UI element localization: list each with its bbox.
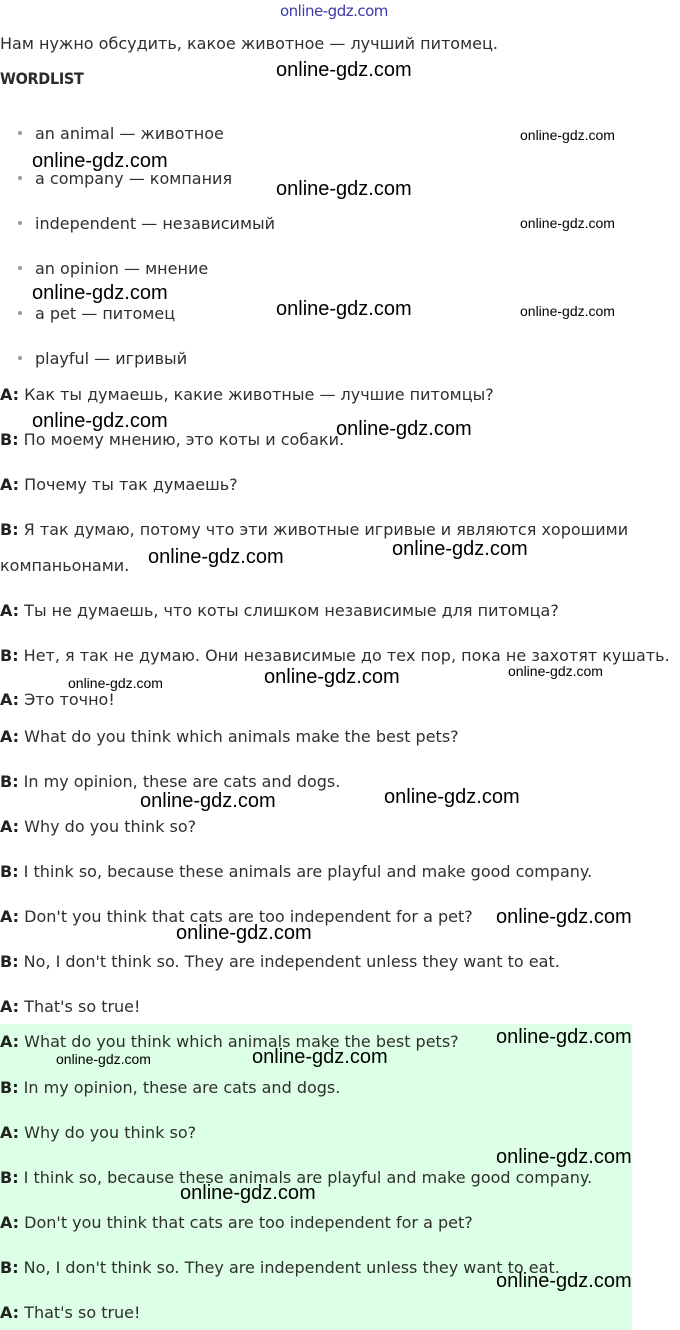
watermark: online-gdz.com <box>496 1146 632 1168</box>
dialogue-line: A: Don't you think that cats are too independent for a pet? <box>0 907 473 926</box>
dialogue-line-continuation: компаньонами. <box>0 556 130 575</box>
watermark: online-gdz.com <box>496 1026 632 1048</box>
wordlist-item: independent — независимый <box>18 214 275 233</box>
wordlist-item: a company — компания <box>18 169 232 188</box>
wordlist-heading: WORDLIST <box>0 69 84 88</box>
dialogue-line: B: In my opinion, these are cats and dogs. <box>0 772 341 791</box>
watermark: online-gdz.com <box>32 150 168 172</box>
watermark: online-gdz.com <box>276 298 412 320</box>
dialogue-line: A: That's so true! <box>0 1303 141 1322</box>
dialogue-line: B: I think so, because these animals are playful and make good company. <box>0 1168 593 1187</box>
dialogue-line: A: Это точно! <box>0 690 115 709</box>
watermark: online-gdz.com <box>496 906 632 928</box>
watermark: online-gdz.com <box>140 790 276 812</box>
site-logo: online-gdz.com <box>280 2 388 20</box>
bullet-icon <box>18 131 22 135</box>
watermark: online-gdz.com <box>176 922 312 944</box>
dialogue-line: A: Why do you think so? <box>0 1123 197 1142</box>
dialogue-line: A: Ты не думаешь, что коты слишком независимые для питомца? <box>0 601 559 620</box>
watermark: online-gdz.com <box>496 1270 632 1292</box>
dialogue-line: B: No, I don't think so. They are independent unless they want to eat. <box>0 1258 560 1277</box>
dialogue-line: B: I think so, because these animals are playful and make good company. <box>0 862 593 881</box>
watermark: online-gdz.com <box>508 663 603 679</box>
bullet-icon <box>18 311 22 315</box>
dialogue-line: A: Don't you think that cats are too independent for a pet? <box>0 1213 473 1232</box>
watermark: online-gdz.com <box>520 215 615 231</box>
watermark: online-gdz.com <box>276 178 412 200</box>
bullet-icon <box>18 356 22 360</box>
watermark: online-gdz.com <box>520 303 615 319</box>
wordlist-item: an opinion — мнение <box>18 259 208 278</box>
dialogue-line: A: Why do you think so? <box>0 817 197 836</box>
dialogue-line: A: That's so true! <box>0 997 141 1016</box>
intro-text: Нам нужно обсудить, какое животное — лучший питомец. <box>0 34 498 53</box>
wordlist-item: playful — игривый <box>18 349 187 368</box>
dialogue-line: B: Я так думаю, потому что эти животные игривые и являются хорошими <box>0 520 629 539</box>
dialogue-line: A: What do you think which animals make the best pets? <box>0 1032 459 1051</box>
wordlist-item: an animal — животное <box>18 124 224 143</box>
bullet-icon <box>18 176 22 180</box>
watermark: online-gdz.com <box>56 1051 151 1067</box>
dialogue-line: B: In my opinion, these are cats and dogs. <box>0 1078 341 1097</box>
watermark: online-gdz.com <box>264 666 400 688</box>
watermark: online-gdz.com <box>252 1046 388 1068</box>
dialogue-line: A: What do you think which animals make the best pets? <box>0 727 459 746</box>
watermark: online-gdz.com <box>68 675 163 691</box>
dialogue-line: A: Как ты думаешь, какие животные — лучшие питомцы? <box>0 385 494 404</box>
dialogue-line: A: Почему ты так думаешь? <box>0 475 238 494</box>
dialogue-line: B: No, I don't think so. They are independent unless they want to eat. <box>0 952 560 971</box>
dialogue-line: B: Нет, я так не думаю. Они независимые до тех пор, пока не захотят кушать. <box>0 646 670 665</box>
wordlist-item: a pet — питомец <box>18 304 175 323</box>
watermark: online-gdz.com <box>276 59 412 81</box>
bullet-icon <box>18 266 22 270</box>
watermark: online-gdz.com <box>384 786 520 808</box>
watermark: online-gdz.com <box>336 418 472 440</box>
watermark: online-gdz.com <box>32 410 168 432</box>
watermark: online-gdz.com <box>392 538 528 560</box>
watermark: online-gdz.com <box>180 1182 316 1204</box>
watermark: online-gdz.com <box>520 127 615 143</box>
watermark: online-gdz.com <box>32 282 168 304</box>
dialogue-line: B: По моему мнению, это коты и собаки. <box>0 430 345 449</box>
watermark: online-gdz.com <box>148 546 284 568</box>
bullet-icon <box>18 221 22 225</box>
